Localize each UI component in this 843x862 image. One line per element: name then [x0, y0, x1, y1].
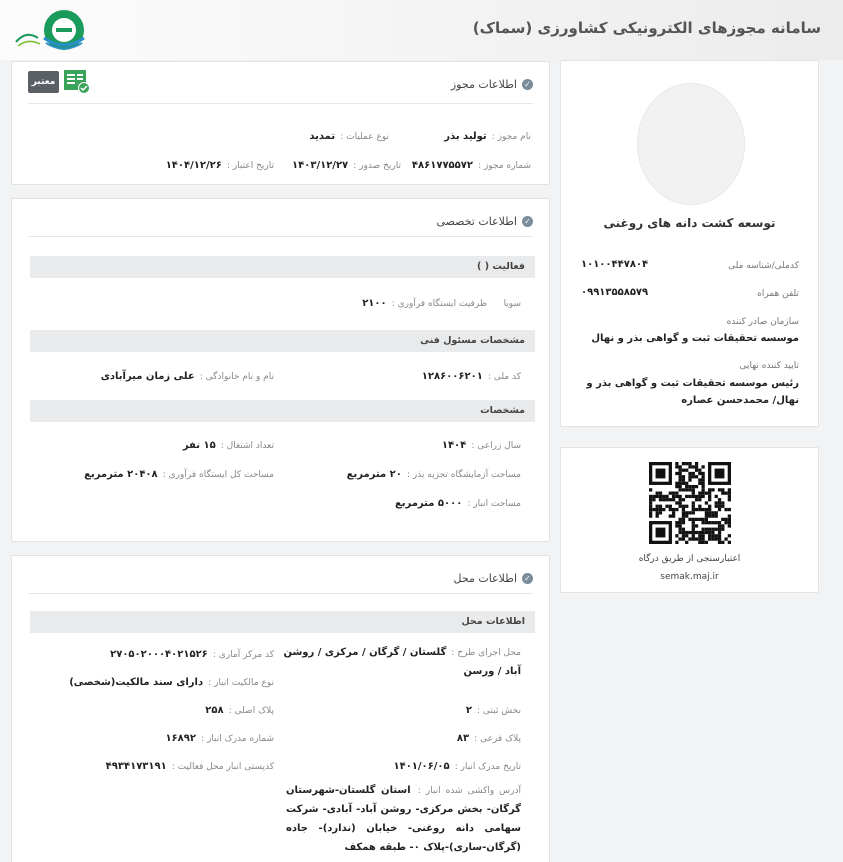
specs-bar: مشخصات	[30, 400, 535, 422]
check-circle-icon: ✓	[522, 79, 533, 90]
stat-code: کد مرکز آماری : ۲۷۰۵۰۲۰۰۰۴۰۲۱۵۲۶	[110, 649, 274, 660]
site-title: سامانه مجوزهای الکترونیکی کشاورزی (سماک)	[472, 19, 821, 37]
lab-area: مساحت آزمایشگاه تجزیه بذر : ۲۰ مترمربع	[346, 469, 521, 480]
warehouse-address: آدرس واکشی شده انبار : استان گلستان-شهرستان گرگان- بخش مرکزی- روشن آباد- آبادی- شرکت سهامی دانه روغنی- خیابان (ندارد)- جاده (گرگان-ساری)-پلاک ۰- طبقه همکف	[286, 785, 521, 853]
location-card-title: ✓ اطلاعات محل	[454, 572, 533, 585]
staff-count: تعداد اشتغال : ۱۵ نفر	[182, 440, 274, 451]
verify-url[interactable]: semak.maj.ir	[660, 572, 719, 582]
license-card-title: ✓ اطلاعات مجوز	[451, 78, 533, 91]
license-number: شماره مجوز : ۴۸۶۱۷۷۵۵۷۲	[411, 160, 531, 171]
ownership-type: نوع مالکیت انبار : دارای سند مالکیت(شخصی)	[69, 677, 274, 688]
license-expiry-date: تاریخ اعتبار : ۱۴۰۴/۱۲/۲۶	[165, 160, 274, 171]
profile-approver-value: رئیس موسسه تحقیقات ثبت و گواهی بذر و نهال/ محمدحسن عصاره	[586, 378, 799, 406]
location-card	[11, 555, 550, 862]
profile-issuer-value: موسسه تحقیقات ثبت و گواهی بذر و نهال	[591, 333, 799, 344]
activity-bar: فعالیت ( )	[30, 256, 535, 278]
profile-approver-label: تایید کننده نهایی	[739, 361, 799, 371]
license-operation: نوع عملیات : تمدید	[309, 131, 389, 142]
avatar	[637, 83, 745, 205]
manager-nid: کد ملی : ۱۲۸۶۰۰۶۲۰۱	[421, 371, 521, 382]
profile-nid-value: ۱۰۱۰۰۴۴۷۸۰۴	[581, 259, 649, 270]
tech-manager-bar: مشخصات مسئول فنی	[30, 330, 535, 352]
status-badge: معتبر	[28, 71, 59, 93]
check-circle-icon: ✓	[522, 216, 533, 227]
main-plot: پلاک اصلی : ۲۵۸	[205, 705, 274, 716]
crop-name: سویا	[503, 299, 521, 309]
certificate-icon	[63, 69, 91, 95]
warehouse-area: مساحت انبار : ۵۰۰۰ مترمربع	[394, 498, 521, 509]
special-card	[11, 198, 550, 542]
special-card-title: ✓ اطلاعات تخصصی	[436, 215, 533, 228]
license-issue-date: تاریخ صدور : ۱۴۰۳/۱۲/۲۷	[292, 160, 401, 171]
manager-fullname: نام و نام خانوادگی : علی زمان میرآبادی	[100, 371, 274, 382]
company-name: توسعه کشت دانه های روغنی	[603, 216, 776, 230]
license-name: نام مجوز : تولید بذر	[444, 131, 531, 142]
verify-card	[560, 447, 819, 593]
qr-code[interactable]	[649, 462, 731, 544]
warehouse-postal-code: کدپستی انبار محل فعالیت : ۴۹۳۴۱۷۳۱۹۱	[105, 761, 274, 772]
profile-phone-value: ۰۹۹۱۳۵۵۸۵۷۹	[581, 287, 649, 298]
warehouse-doc-date: تاریخ مدرک انبار : ۱۴۰۱/۰۶/۰۵	[393, 761, 521, 772]
station-area: مساحت کل ایستگاه فرآوری : ۲۰۴۰۸ مترمربع	[84, 469, 274, 480]
profile-card	[560, 60, 819, 427]
warehouse-doc-number: شماره مدرک انبار : ۱۶۸۹۲	[165, 733, 274, 744]
capacity: ظرفیت ایستگاه فرآوری : ۲۱۰۰	[362, 298, 487, 309]
verify-caption: اعتبارسنجی از طریق درگاه	[638, 554, 741, 564]
sub-plot: پلاک فرعی : ۸۳	[456, 733, 521, 744]
crop-year: سال زراعی : ۱۴۰۴	[441, 440, 521, 451]
check-circle-icon: ✓	[522, 573, 533, 584]
profile-issuer-label: سازمان صادر کننده	[726, 317, 799, 327]
profile-nid-label: کدملی/شناسه ملی	[728, 261, 799, 271]
semak-logo	[12, 8, 88, 54]
profile-phone-label: تلفن همراه	[757, 289, 799, 299]
execution-place: محل اجرای طرح : گلستان / گرگان / مرکزی / روشن آباد / ورسن	[283, 647, 521, 677]
location-bar: اطلاعات محل	[30, 611, 535, 633]
license-card	[11, 61, 550, 185]
registry-section: بخش ثبتی : ۲	[465, 705, 521, 716]
header	[0, 0, 843, 60]
